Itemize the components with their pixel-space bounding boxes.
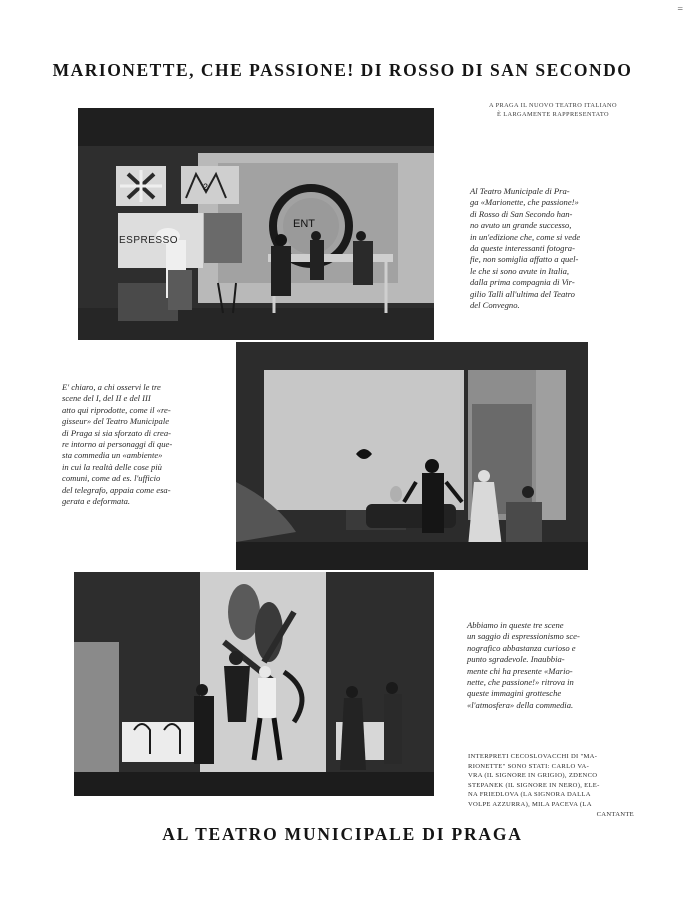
caption-line: Al Teatro Municipale di Pra-	[470, 186, 570, 196]
stage-photo-act-3	[74, 572, 434, 796]
caption-line: nografico abbastanza curioso e	[467, 642, 576, 653]
top-note-line: È LARGAMENTE RAPPRESENTATO	[497, 110, 609, 118]
sign-ent: ENT	[293, 218, 315, 230]
caption-line: sta commedia un «ambiente»	[62, 450, 163, 461]
caption-line: da queste interessanti fotogra-	[470, 243, 575, 254]
credits-line: NA FRIEDLOVA (LA SIGNORA DALLA	[468, 791, 591, 799]
credits-line: VRA (IL SIGNORE IN GRIGIO), ZDENCO	[468, 772, 598, 780]
caption-right-bottom	[467, 620, 627, 711]
caption-line: gerata e deformata.	[62, 496, 131, 507]
caption-line: dalla prima compagnia di Vir-	[470, 277, 575, 288]
caption-line: in un'edizione che, come si vede	[470, 231, 581, 242]
caption-line: no avuto un grande successo,	[470, 220, 572, 231]
caption-line: un saggio di espressionismo sce-	[467, 631, 580, 642]
top-note	[468, 102, 638, 119]
caption-right-top	[470, 186, 620, 311]
stage-photo-act-2	[236, 342, 588, 570]
credits-line: RIONETTE" SONO STATI: CARLO VA-	[468, 762, 590, 770]
stage-photo-act-1	[78, 108, 434, 340]
caption-line: del Convegno.	[470, 300, 520, 311]
caption-line: di Rosso di San Secondo han-	[470, 208, 573, 219]
caption-line: punto sgradevole. Inaubbia-	[467, 654, 565, 665]
caption-left-middle	[62, 382, 212, 507]
caption-line: E' chiaro, a chi osservi le tre	[62, 382, 161, 392]
caption-line: Abbiamo in queste tre scene	[467, 620, 564, 630]
page-headline: MARIONETTE, CHE PASSIONE! DI ROSSO DI SAN SECONDO	[52, 60, 633, 80]
stage-photo-act-3-image	[74, 572, 434, 796]
corner-mark: =	[677, 4, 683, 15]
footer-title: AL TEATRO MUNICIPALE DI PRAGA	[162, 824, 523, 844]
caption-line: comuni, come ad es. l'ufficio	[62, 473, 161, 484]
caption-line: queste immagini grottesche	[467, 688, 562, 699]
stage-photo-act-2-image	[236, 342, 588, 570]
top-note-line: A PRAGA IL NUOVO TEATRO ITALIANO	[489, 102, 617, 109]
caption-line: le che si sono avute in Italia,	[470, 265, 570, 276]
caption-line: gilio Talli all'ultima del Teatro	[470, 288, 575, 299]
caption-line: re intorno ai personaggi di que-	[62, 439, 173, 450]
caption-line: in cui la realtà delle cose più	[62, 461, 162, 472]
caption-line: mente chi ha presente «Mario-	[467, 665, 573, 676]
stage-photo-act-1-image	[78, 108, 434, 340]
caption-line: «l'atmosfera» della commedia.	[467, 699, 574, 710]
caption-line: nette, che passione!» ritrova in	[467, 677, 574, 688]
caption-line: del telegrafo, appaia come esa-	[62, 484, 171, 495]
credits-line: INTERPRETI CECOSLOVACCHI DI "MA-	[468, 753, 598, 760]
caption-line: ga «Marionette, che passione!»	[470, 197, 579, 208]
credits-line: CANTANTE	[596, 810, 634, 818]
caption-line: fie, non somiglia affatto a quel-	[470, 254, 579, 265]
caption-line: atto qui riprodotte, come il «re-	[62, 404, 171, 415]
credits-line: STEPANEK (IL SIGNORE IN NERO), ELE-	[468, 781, 600, 789]
caption-line: gisseur» del Teatro Municipale	[62, 416, 170, 427]
cast-credits	[468, 752, 638, 819]
sign-espresso: ESPRESSO	[119, 235, 179, 246]
sign-number: 2	[203, 182, 209, 192]
caption-line: scene del I, del II e del III	[62, 393, 151, 404]
caption-line: di Praga si sia sforzato di crea-	[62, 427, 172, 438]
credits-line: VOLPE AZZURRA), MILA PACEVA (LA	[468, 800, 592, 808]
